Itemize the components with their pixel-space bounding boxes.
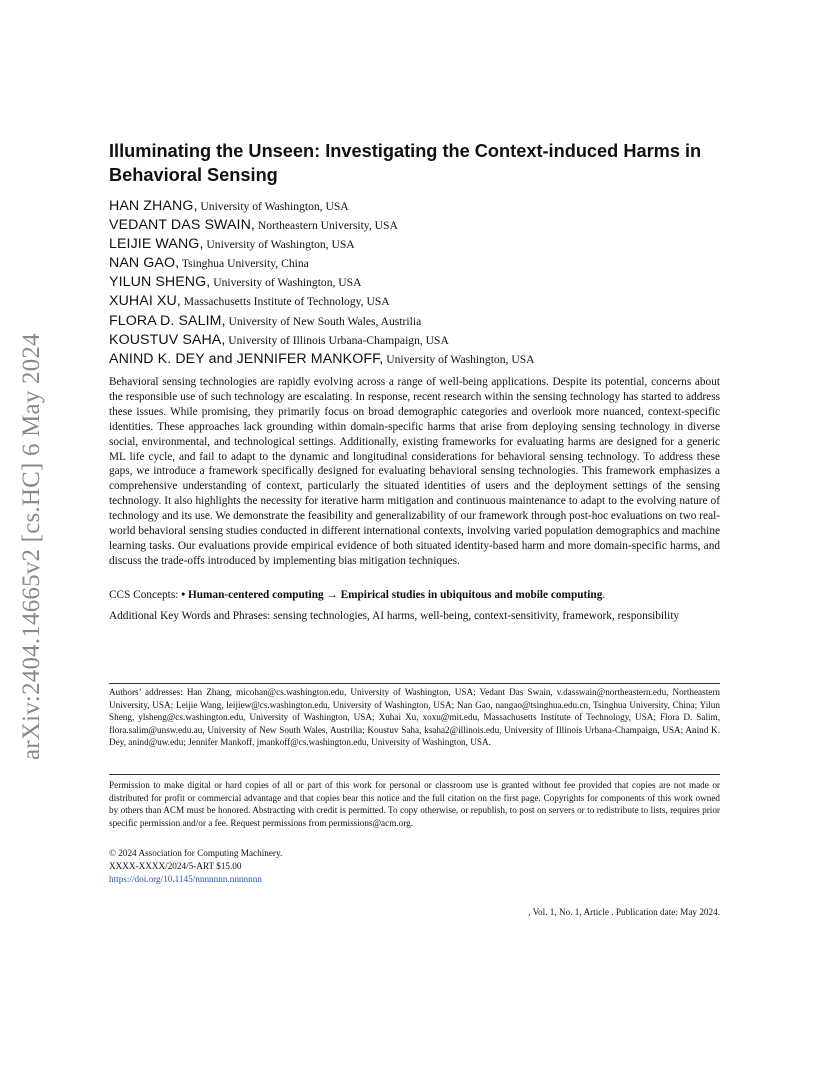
author-affiliation: Northeastern University, USA bbox=[254, 219, 398, 233]
ccs-concept: Human-centered computing → Empirical studies in ubiquitous and mobile computing bbox=[187, 589, 603, 601]
ccs-label: CCS Concepts: bbox=[109, 589, 182, 601]
isbn-line: XXXX-XXXX/2024/5-ART $15.00 bbox=[109, 861, 242, 871]
permission-divider bbox=[109, 774, 720, 775]
author-entry bbox=[109, 215, 720, 234]
author-list bbox=[109, 196, 720, 368]
author-name: YILUN SHENG, bbox=[109, 274, 211, 291]
author-name: VEDANT DAS SWAIN, bbox=[109, 217, 255, 234]
doi-link[interactable]: https://doi.org/10.1145/nnnnnnn.nnnnnnn bbox=[109, 874, 262, 884]
doi-line bbox=[109, 873, 262, 886]
author-affiliation: Tsinghua University, China bbox=[179, 257, 309, 271]
publication-footer: , Vol. 1, No. 1, Article . Publication date: May 2024. bbox=[528, 907, 720, 917]
author-affiliation: University of Illinois Urbana-Champaign, USA bbox=[225, 333, 449, 347]
author-name: FLORA D. SALIM, bbox=[109, 312, 226, 329]
ccs-concepts bbox=[109, 588, 720, 603]
author-entry bbox=[109, 330, 720, 349]
author-name: HAN ZHANG, bbox=[109, 198, 198, 214]
keywords: Additional Key Words and Phrases: sensing technologies, AI harms, well-being, context-sensitivity, framework, responsibility bbox=[109, 610, 680, 622]
arxiv-identifier-text: arXiv:2404.14665v2 [cs.HC] 6 May 2024 bbox=[18, 333, 45, 760]
author-name: ANIND K. DEY and JENNIFER MANKOFF, bbox=[109, 350, 384, 367]
ccs-bullet: • bbox=[181, 589, 188, 601]
author-entry bbox=[109, 234, 720, 253]
author-affiliation: University of Washington, USA bbox=[383, 352, 535, 366]
author-entry bbox=[109, 311, 720, 330]
author-affiliation: University of Washington, USA bbox=[197, 200, 349, 213]
arxiv-identifier-stamp bbox=[14, 290, 50, 760]
authors-addresses: Authors’ addresses: Han Zhang, micohan@cs.washington.edu, University of Washington, USA; Vedant Das Swain, v.dasswain@northeastern.edu, Northeastern University, USA; Leijie Wang, leijiew@cs.washington.edu, University of Washington, USA; Nan Gao, nangao@tsinghua.edu.cn, Tsinghua University, China; Yilun Sheng, ylsheng@cs.washington.edu, University of Washington, USA; Xuhai Xu, xoxu@mit.edu, Massachusetts Institute of Technology, USA; Flora D. Salim, flora.salim@unsw.edu.au, University of New South Wales, Austrilia; Koustuv Saha, ksaha2@illinois.edu, University of Illinois Urbana-Champaign, USA; Anind K. Dey, anind@uw.edu; Jennifer Mankoff, jmankoff@cs.washington.edu, University of Washington, USA. bbox=[109, 687, 720, 748]
author-entry bbox=[109, 272, 720, 291]
author-entry bbox=[109, 196, 720, 215]
author-affiliation: University of New South Wales, Austrilia bbox=[225, 314, 422, 328]
author-entry bbox=[109, 253, 720, 272]
copyright-line: © 2024 Association for Computing Machinery. bbox=[109, 848, 283, 858]
abstract: Behavioral sensing technologies are rapidly evolving across a range of well-being applications. Despite its potential, concerns about the responsible use of such technology are escalating. In response, recent research within the sensing technology has started to address these issues. While promising, they primarily focus on broad demographic categories and overlook more nuanced, context-specific identities. These approaches lack grounding within domain-specific harms that arise from deploying sensing technology in diverse social, environmental, and technological settings. Additionally, existing frameworks for evaluating harms are designed for a generic ML life cycle, and fail to adapt to the dynamic and longitudinal considerations for behavioral sensing technology. To address these gaps, we introduce a framework specifically designed for evaluating behavioral sensing technologies. This framework emphasizes a comprehensive understanding of context, particularly the situated identities of users and the deployment settings of the sensing technology. It also highlights the necessity for iterative harm mitigation and continuous maintenance to adapt to the evolving nature of technology and its use. We demonstrate the feasibility and generalizability of our framework through post-hoc evaluations on two real-world behavioral sensing studies conducted in different international contexts, involving varied population demographics and machine learning tasks. Our evaluations provide empirical evidence of both situated identity-based harm and more domain-specific harms, and discuss the trade-offs introduced by implementing bias mitigation techniques. bbox=[109, 376, 720, 567]
author-entry bbox=[109, 291, 720, 310]
author-affiliation: University of Washington, USA bbox=[203, 238, 355, 252]
author-affiliation: University of Washington, USA bbox=[210, 276, 362, 290]
author-entry bbox=[109, 349, 720, 368]
permission-notice: Permission to make digital or hard copies of all or part of this work for personal or classroom use is granted without fee provided that copies are not made or distributed for profit or commercial advantage and that copies bear this notice and the full citation on the first page. Copyrights for components of this work owned by others than ACM must be honored. Abstracting with credit is permitted. To copy otherwise, or republish, to post on servers or to redistribute to lists, requires prior specific permission and/or a fee. Request permissions from permissions@acm.org. bbox=[109, 780, 720, 828]
footnote-divider bbox=[109, 683, 720, 684]
author-name: LEIJIE WANG, bbox=[109, 236, 204, 253]
paper-title: Illuminating the Unseen: Investigating the Context-induced Harms in Behavioral Sensing bbox=[109, 141, 702, 185]
ccs-end: . bbox=[602, 589, 606, 601]
author-name: NAN GAO, bbox=[109, 255, 180, 272]
author-name: KOUSTUV SAHA, bbox=[109, 331, 226, 348]
author-affiliation: Massachusetts Institute of Technology, USA bbox=[180, 295, 390, 309]
author-name: XUHAI XU, bbox=[109, 293, 181, 310]
